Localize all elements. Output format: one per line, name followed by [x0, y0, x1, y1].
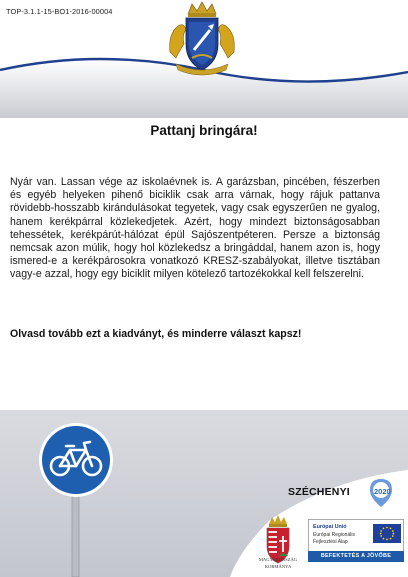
eu-label-line1: Európai Unió	[313, 524, 347, 530]
szechenyi-year: 2020	[374, 487, 391, 496]
municipal-coat-of-arms-icon	[164, 0, 240, 76]
eu-label-line2: Európai Regionális	[313, 532, 355, 538]
szechenyi-2020-logo	[288, 478, 406, 504]
bicycle-path-sign-icon	[36, 420, 116, 577]
government-label-line2: KORMÁNYA	[264, 564, 292, 569]
document-code: TOP-3.1.1-15-BO1-2016-00004	[6, 7, 113, 16]
eu-funding-logo	[308, 519, 404, 555]
eu-label-line3: Fejlesztési Alap	[313, 539, 348, 545]
call-to-action: Olvasd tovább ezt a kiadványt, és minderre választ kapsz!	[10, 328, 302, 340]
page-title: Pattanj bringára!	[150, 123, 258, 138]
szechenyi-label: SZÉCHENYI	[288, 486, 350, 498]
invest-in-future-banner: BEFEKTETÉS A JÖVŐBE	[308, 551, 404, 562]
intro-paragraph: Nyár van. Lassan vége az iskolaévnek is. A garázsban, pincében, fészerben és egyéb helyeken pihenő biciklik csak arra várnak, hogy rájuk pattanva rövidebb-hosszabb kirándulásokat tegyetek, vagy csak egyszerűen ne gyalog, hanem kerékpárral közlekedjetek. Azért, hogy mindezt biztonságosabban tehessétek, kerékpárút-hálózat épül Sajószentpéteren. Persze a biztonság nemcsak azon múlik, hogy hol közlekedsz a bringáddal, hanem azon is, hogy ismered-e a kerékpárosokra vonatkozó KRESZ-szabályokat, illetve tisztában vagy-e azzal, hogy egy biciklit milyen kötelező tartozékokkal kell felszerelni.	[10, 176, 380, 281]
eu-flag-icon	[373, 524, 401, 543]
government-label-line1: MAGYARORSZÁG	[258, 557, 298, 562]
